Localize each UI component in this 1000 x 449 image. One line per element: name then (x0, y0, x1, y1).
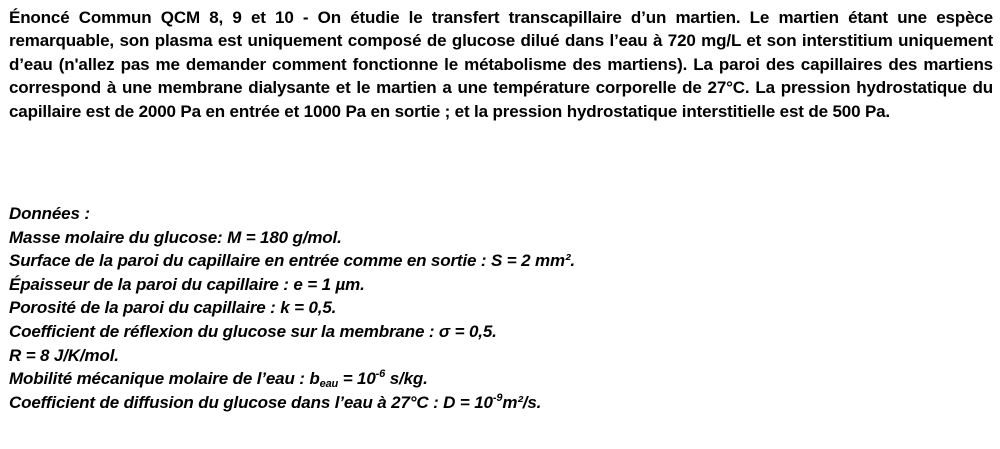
diffusion-prefix: Coefficient de diffusion du glucose dans l’eau à 27°C : D = 10 (9, 392, 493, 412)
data-porosity: Porosité de la paroi du capillaire : k = 0,5. (9, 298, 337, 318)
mobility-exponent: -6 (375, 368, 386, 381)
data-title: Données : (9, 204, 90, 223)
mobility-prefix: Mobilité mécanique molaire de l’eau : b (9, 369, 320, 389)
mobility-middle: = 10 (338, 369, 376, 389)
mobility-suffix: s/kg. (385, 369, 428, 389)
document-page (9, 6, 993, 412)
data-diffusion (9, 391, 993, 415)
diffusion-exponent: -9 (492, 391, 503, 404)
data-mobility (9, 367, 993, 391)
data-reflection: Coefficient de réflexion du glucose sur la membrane : σ = 0,5. (9, 321, 497, 341)
statement-heading: Énoncé Commun QCM 8, 9 et 10 - (9, 8, 318, 27)
statement-paragraph (9, 6, 993, 123)
data-surface: Surface de la paroi du capillaire en entrée comme en sortie : S = 2 mm². (9, 251, 575, 271)
data-thickness: Épaisseur de la paroi du capillaire : e = 1 µm. (9, 274, 365, 294)
statement-text: On étudie le transfert transcapillaire d’un martien. Le martien étant une espèce remarquable, son plasma est uniquement composé de glucose dilué dans l’eau à 720 mg/L et son interstitium uniquement d’eau (n'allez pas me demander comment fonctionne le métabolisme des martiens). La paroi des capillaires des martiens correspond à une membrane dialysante et le martien a une température corporelle de 27°C. La pression hydrostatique du capillaire est de 2000 Pa en entrée et 1000 Pa en sortie ; et la pression hydrostatique interstitielle est de 500 Pa. (9, 8, 993, 121)
data-gas-constant: R = 8 J/K/mol. (9, 345, 119, 365)
data-section (9, 202, 993, 414)
data-molar-mass: Masse molaire du glucose: M = 180 g/mol. (9, 227, 342, 247)
diffusion-suffix: m²/s. (502, 392, 542, 412)
mobility-subscript: eau (319, 378, 339, 391)
